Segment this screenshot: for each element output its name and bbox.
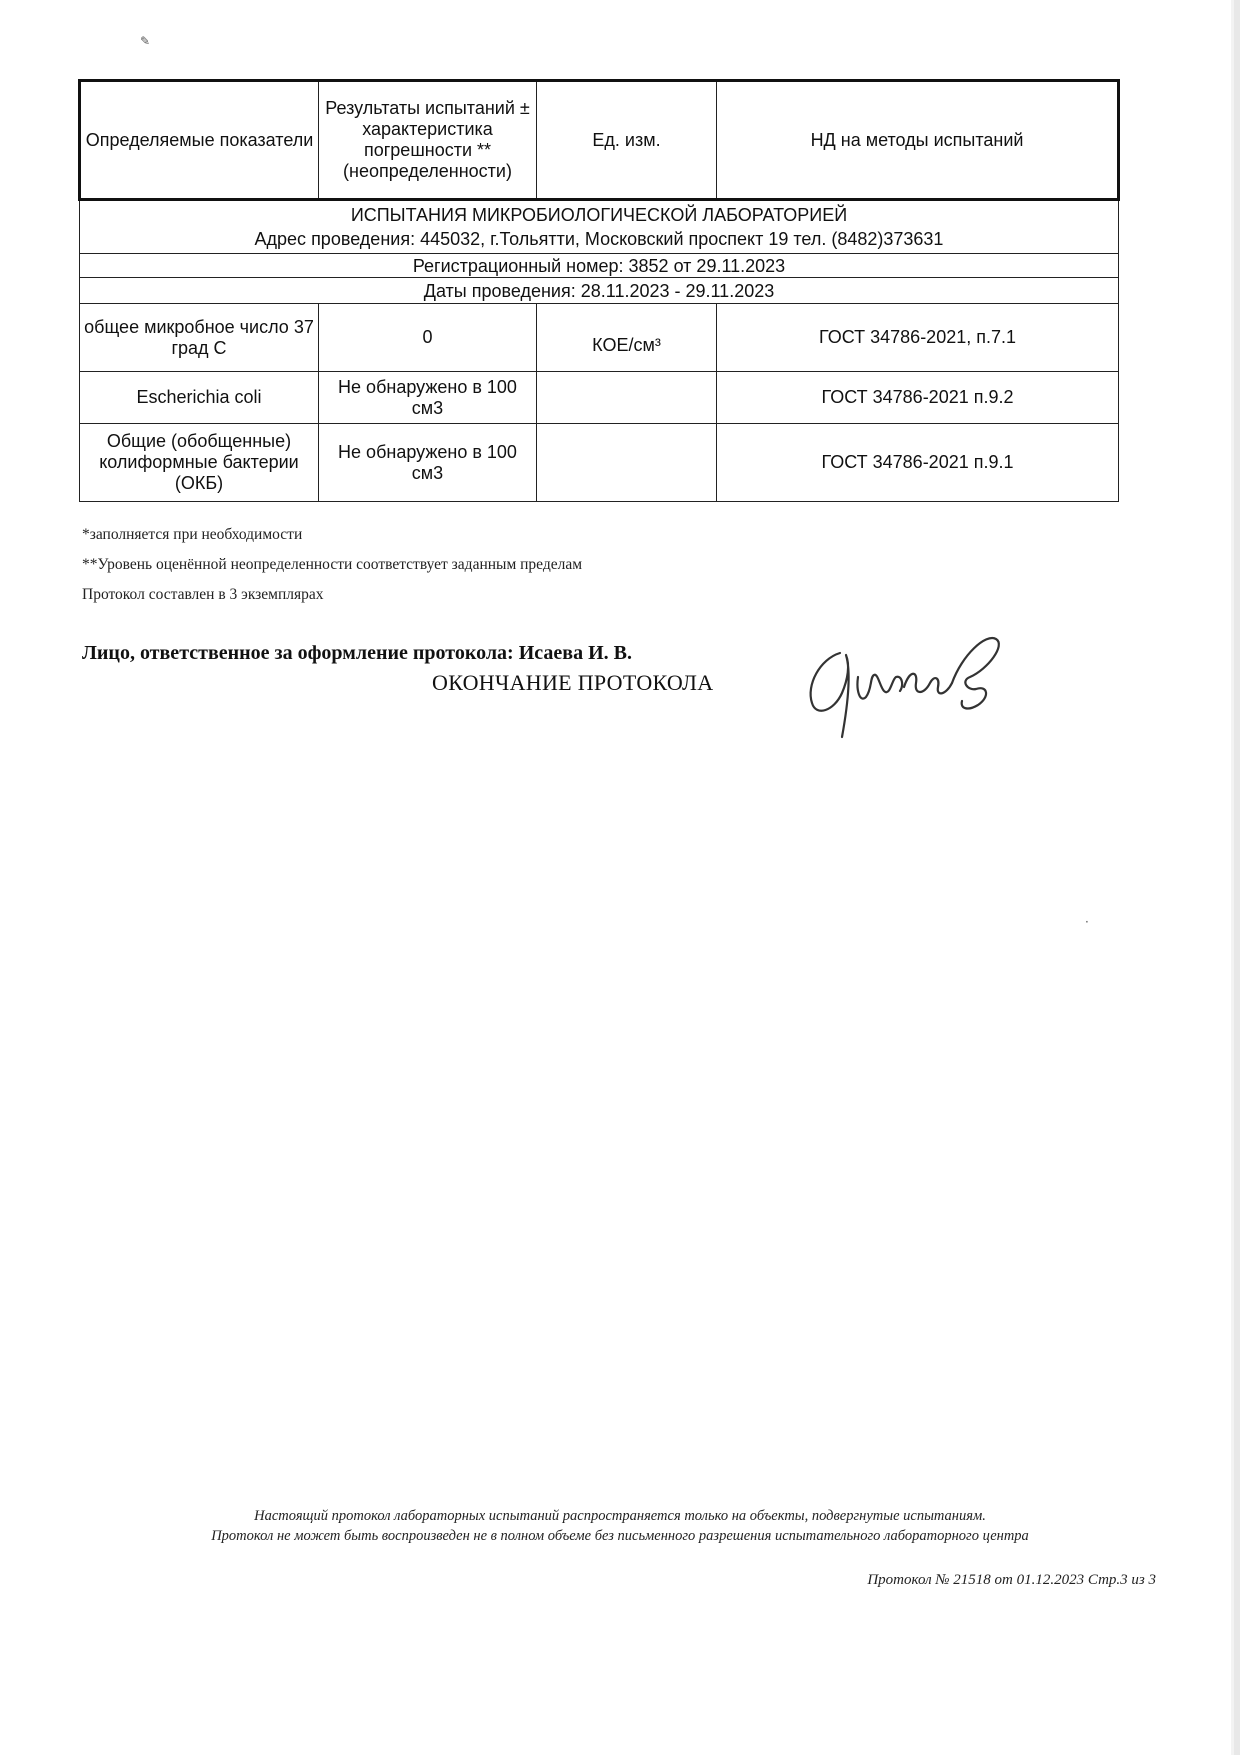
disclaimer-line-2: Протокол не может быть воспроизведен не в полном объеме без письменного разрешения испытательного лабораторного центра: [211, 1528, 1029, 1544]
unit-cell: [537, 372, 717, 424]
footnote-copies: Протокол составлен в 3 экземплярах: [82, 586, 324, 603]
table-header-row: [80, 81, 1119, 200]
indicator-cell: Escherichia coli: [80, 372, 319, 424]
table-row: [80, 372, 1119, 424]
scan-speck: ✎: [140, 34, 151, 48]
method-cell: ГОСТ 34786-2021 п.9.1: [717, 424, 1119, 502]
responsible-person: Лицо, ответственное за оформление протокола: Исаева И. В.: [82, 642, 632, 664]
dates-row: [80, 278, 1119, 304]
indicator-cell: общее микробное число 37 град С: [80, 304, 319, 372]
method-cell: ГОСТ 34786-2021 п.9.2: [717, 372, 1119, 424]
disclaimer-line-1: Настоящий протокол лабораторных испытаний распространяется только на объекты, подвергнутые испытаниям.: [254, 1508, 986, 1524]
footnote-uncertainty: **Уровень оценённой неопределенности соответствует заданным пределам: [82, 556, 583, 573]
result-cell: 0: [319, 304, 537, 372]
section-cell: [80, 200, 1119, 254]
end-of-protocol-title: ОКОНЧАНИЕ ПРОТОКОЛА: [432, 670, 714, 695]
header-indicator: Определяемые показатели: [80, 81, 319, 200]
result-cell: Не обнаружено в 100 см3: [319, 372, 537, 424]
result-cell: Не обнаружено в 100 см3: [319, 424, 537, 502]
handwritten-signature: [800, 625, 1010, 745]
section-address: Адрес проведения: 445032, г.Тольятти, Московский проспект 19 тел. (8482)373631: [254, 229, 944, 249]
scan-speck: ·: [1085, 915, 1089, 929]
header-unit: Ед. изм.: [537, 81, 717, 200]
unit-cell: КОЕ/см³: [537, 304, 717, 372]
header-result: Результаты испытаний ± характеристика погрешности **(неопределенности): [319, 81, 537, 200]
registration-row: [80, 254, 1119, 278]
section-row: [80, 200, 1119, 254]
results-table: [78, 79, 1120, 502]
unit-cell: [537, 424, 717, 502]
test-dates: Даты проведения: 28.11.2023 - 29.11.2023: [80, 278, 1119, 304]
table-row: [80, 304, 1119, 372]
scan-edge-shadow: [1234, 0, 1240, 1755]
page-footer: Протокол № 21518 от 01.12.2023 Стр.3 из 3: [867, 1572, 1156, 1588]
indicator-cell: Общие (обобщенные) колиформные бактерии (ОКБ): [80, 424, 319, 502]
section-title: ИСПЫТАНИЯ МИКРОБИОЛОГИЧЕСКОЙ ЛАБОРАТОРИЕЙ: [350, 205, 848, 225]
method-cell: ГОСТ 34786-2021, п.7.1: [717, 304, 1119, 372]
registration-number: Регистрационный номер: 3852 от 29.11.2023: [80, 254, 1119, 278]
footnote-optional: *заполняется при необходимости: [82, 526, 303, 543]
header-method: НД на методы испытаний: [717, 81, 1119, 200]
table-row: [80, 424, 1119, 502]
